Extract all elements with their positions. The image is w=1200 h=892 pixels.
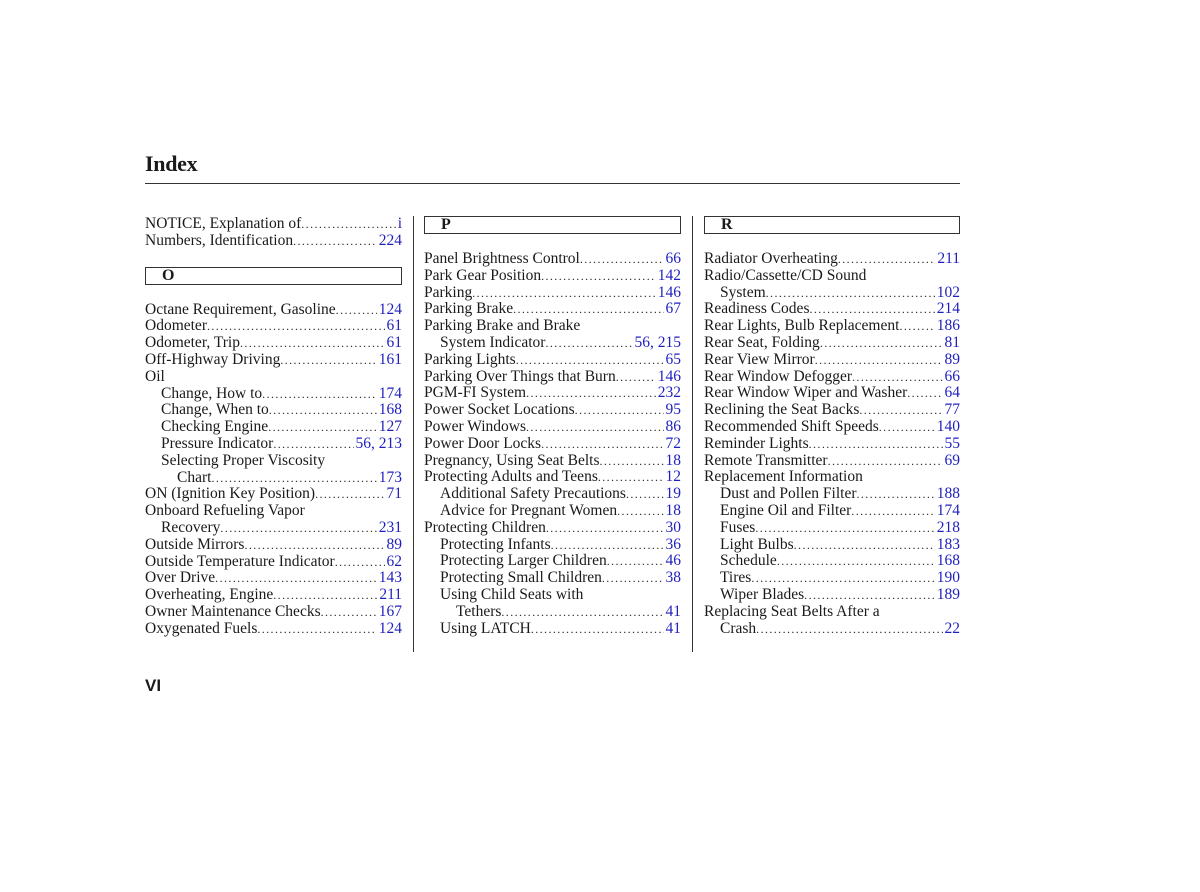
index-entry xyxy=(704,402,960,419)
page-reference-link[interactable]: 232 xyxy=(657,385,681,402)
dot-leader xyxy=(516,352,664,369)
dot-leader xyxy=(546,520,664,537)
dot-leader xyxy=(269,402,377,419)
dot-leader xyxy=(607,553,664,570)
dot-leader xyxy=(575,402,664,419)
dot-leader xyxy=(315,486,384,503)
spacer xyxy=(145,285,402,302)
index-entry xyxy=(704,419,960,436)
page-reference-link[interactable]: 61 xyxy=(386,335,402,352)
index-entry-label: System xyxy=(720,284,766,301)
page-reference-link[interactable]: 214 xyxy=(936,301,960,318)
index-entry-label: Rear View Mirror xyxy=(704,351,815,368)
index-entry-label: Reminder Lights xyxy=(704,435,809,452)
page-reference-link[interactable]: 211 xyxy=(937,251,960,267)
page-reference-link[interactable]: 64 xyxy=(944,385,960,402)
dot-leader xyxy=(602,570,664,587)
index-entry xyxy=(145,554,402,571)
index-entry-label: Wiper Blades xyxy=(720,586,805,603)
page-reference-link[interactable]: 41 xyxy=(665,620,681,637)
index-entry-label: Advice for Pregnant Women xyxy=(440,502,618,519)
page-reference-link[interactable]: 190 xyxy=(936,570,960,587)
index-entry xyxy=(145,402,402,419)
index-entry-label: Light Bulbs xyxy=(720,536,794,553)
column-divider xyxy=(692,216,693,652)
index-entry-label: Protecting Small Children xyxy=(440,570,602,587)
index-entry-label: Oxygenated Fuels xyxy=(145,620,258,637)
page-reference-link[interactable]: 224 xyxy=(378,232,402,249)
page-reference-link[interactable]: 231 xyxy=(378,519,402,536)
index-entry-label: Off-Highway Driving xyxy=(145,351,281,368)
page-reference-link[interactable]: 65 xyxy=(665,351,681,368)
index-entry-label: Power Door Locks xyxy=(424,435,542,452)
page-reference-link[interactable]: 146 xyxy=(657,368,681,385)
page-reference-link[interactable]: 30 xyxy=(665,519,681,536)
dot-leader xyxy=(211,470,376,487)
page-reference-link[interactable]: 62 xyxy=(386,553,402,570)
column-divider xyxy=(413,216,414,652)
index-entry-label: Using Child Seats with xyxy=(440,586,584,603)
page-reference-link[interactable]: 22 xyxy=(944,620,960,637)
index-entry xyxy=(424,570,681,587)
index-entry-label: Remote Transmitter xyxy=(704,452,828,469)
index-entry-label: Parking Brake and Brake xyxy=(424,318,581,335)
index-entry-label: Power Socket Locations xyxy=(424,402,575,419)
index-entry-label: Selecting Proper Viscosity xyxy=(161,452,326,469)
index-entry xyxy=(424,268,681,285)
dot-leader xyxy=(244,537,384,554)
index-entry xyxy=(704,553,960,570)
dot-leader xyxy=(598,469,664,486)
index-entry xyxy=(424,385,681,402)
index-entry xyxy=(704,318,960,335)
index-entry-label: Panel Brightness Control xyxy=(424,251,580,267)
dot-leader xyxy=(262,386,377,403)
page-reference-link[interactable]: 102 xyxy=(936,284,960,301)
page-reference-link[interactable]: 41 xyxy=(665,603,681,620)
page-reference-link[interactable]: 95 xyxy=(665,402,681,419)
dot-leader xyxy=(207,318,385,335)
index-entry-label: Rear Seat, Folding xyxy=(704,334,820,351)
page-reference-link[interactable]: 189 xyxy=(936,586,960,603)
dot-leader xyxy=(838,251,935,268)
index-entry xyxy=(704,469,960,486)
dot-leader xyxy=(545,335,632,352)
dot-leader xyxy=(257,621,376,638)
index-entry xyxy=(424,469,681,486)
index-entry xyxy=(704,604,960,621)
dot-leader xyxy=(273,587,377,604)
index-entry-label: Radiator Overheating xyxy=(704,251,838,267)
page-number: VI xyxy=(145,676,162,695)
section-letter-header: R xyxy=(704,216,960,234)
index-entry xyxy=(145,604,402,621)
page-reference-link[interactable]: 72 xyxy=(665,435,681,452)
index-entry xyxy=(704,503,960,520)
dot-leader xyxy=(600,453,664,470)
index-entry xyxy=(424,352,681,369)
dot-leader xyxy=(856,486,934,503)
page-reference-link[interactable]: 77 xyxy=(944,402,960,419)
dot-leader xyxy=(851,503,934,520)
index-entry xyxy=(145,369,402,386)
page-reference-link[interactable]: 18 xyxy=(665,452,681,469)
index-entry-label: Parking Brake xyxy=(424,301,514,318)
page-reference-link[interactable]: 12 xyxy=(665,469,681,486)
index-entry-label: Outside Mirrors xyxy=(145,536,245,553)
index-entry xyxy=(145,587,402,604)
page-reference-link[interactable]: 66 xyxy=(665,251,681,267)
index-entry-label: Rear Window Wiper and Washer xyxy=(704,385,908,402)
dot-leader xyxy=(617,503,663,520)
index-entry xyxy=(424,285,681,302)
index-entry-label: Radio/Cassette/CD Sound xyxy=(704,267,867,284)
index-entry xyxy=(424,621,681,638)
index-entry xyxy=(704,537,960,554)
page-reference-link[interactable]: 19 xyxy=(665,486,681,503)
index-entry-label: Rear Lights, Bulb Replacement xyxy=(704,318,900,335)
page-reference-link[interactable]: 71 xyxy=(386,486,402,503)
dot-leader xyxy=(240,335,385,352)
page-reference-link[interactable]: 188 xyxy=(936,486,960,503)
spacer xyxy=(424,234,681,251)
index-entry-label: Change, When to xyxy=(161,402,269,419)
index-entry-label: Protecting Infants xyxy=(440,536,551,553)
page-reference-link[interactable]: 211 xyxy=(379,587,402,604)
page-reference-link[interactable]: 174 xyxy=(378,385,402,402)
index-entry-label: Fuses xyxy=(720,519,756,536)
page-reference-link[interactable]: 167 xyxy=(378,603,402,620)
index-entry xyxy=(424,453,681,470)
index-entry-label: Checking Engine xyxy=(161,419,269,436)
page-reference-link[interactable]: 89 xyxy=(386,536,402,553)
title-rule xyxy=(145,183,960,184)
page-reference-link[interactable]: 140 xyxy=(936,418,960,435)
index-entry xyxy=(704,520,960,537)
page-reference-link[interactable]: 67 xyxy=(665,301,681,318)
dot-leader xyxy=(501,604,663,621)
dot-leader xyxy=(321,604,377,621)
index-entry xyxy=(145,621,402,638)
index-entry-label: Replacing Seat Belts After a xyxy=(704,603,880,620)
page-reference-link[interactable]: 69 xyxy=(944,452,960,469)
index-column-1 xyxy=(145,216,402,638)
index-entry xyxy=(145,436,402,453)
index-entry xyxy=(145,537,402,554)
index-entry xyxy=(424,537,681,554)
index-entry xyxy=(145,470,402,487)
index-entry xyxy=(145,386,402,403)
index-entry-label: Protecting Children xyxy=(424,519,546,536)
dot-leader xyxy=(804,587,935,604)
dot-leader xyxy=(541,268,656,285)
index-entry-label: Odometer, Trip xyxy=(145,335,240,352)
index-entry-label: Parking Lights xyxy=(424,351,516,368)
index-column-2 xyxy=(424,216,681,637)
index-entry-label: Additional Safety Precautions xyxy=(440,486,626,503)
page-reference-link[interactable]: 168 xyxy=(936,553,960,570)
dot-leader xyxy=(526,419,664,436)
index-entry-label: Schedule xyxy=(720,553,777,570)
index-entry xyxy=(424,520,681,537)
page-title: Index xyxy=(145,151,198,176)
section-letter-header: O xyxy=(145,267,402,285)
dot-leader xyxy=(751,570,934,587)
index-entry xyxy=(145,352,402,369)
page-reference-link[interactable]: 61 xyxy=(386,318,402,335)
index-entry xyxy=(424,419,681,436)
index-entry-label: Reclining the Seat Backs xyxy=(704,402,860,419)
page-reference-link[interactable]: 18 xyxy=(665,502,681,519)
index-entry xyxy=(704,251,960,268)
index-entry xyxy=(145,216,402,233)
index-entry xyxy=(704,369,960,386)
dot-leader xyxy=(852,369,942,386)
dot-leader xyxy=(766,285,935,302)
index-entry xyxy=(704,268,960,285)
index-entry-label: Outside Temperature Indicator xyxy=(145,553,335,570)
page-reference-link[interactable]: 55 xyxy=(944,435,960,452)
section-letter-header: P xyxy=(424,216,681,234)
index-entry xyxy=(704,352,960,369)
index-entry xyxy=(145,520,402,537)
index-entry xyxy=(424,503,681,520)
page-reference-link[interactable]: 218 xyxy=(936,519,960,536)
index-entry xyxy=(704,453,960,470)
index-entry-label: NOTICE, Explanation of xyxy=(145,216,302,232)
page-reference-link[interactable]: 146 xyxy=(657,284,681,301)
dot-leader xyxy=(794,537,935,554)
dot-leader xyxy=(336,302,377,319)
index-entry-label: Crash xyxy=(720,620,757,637)
index-entry-label: Rear Window Defogger xyxy=(704,368,853,385)
index-entry-label: Park Gear Position xyxy=(424,267,542,284)
index-entry xyxy=(704,301,960,318)
index-entry-label: Protecting Larger Children xyxy=(440,553,607,570)
index-entry xyxy=(704,335,960,352)
index-entry-label: Oil xyxy=(145,368,165,385)
index-entry-label: Owner Maintenance Checks xyxy=(145,603,321,620)
page-reference-link[interactable]: 143 xyxy=(378,570,402,587)
index-entry-label: Protecting Adults and Teens xyxy=(424,469,598,486)
index-entry-label: Chart xyxy=(177,469,212,486)
dot-leader xyxy=(526,385,656,402)
page-reference-link[interactable]: 56, 213 xyxy=(355,435,402,452)
dot-leader xyxy=(626,486,664,503)
dot-leader xyxy=(293,233,377,250)
page-reference-link[interactable]: 81 xyxy=(944,334,960,351)
index-entry xyxy=(704,587,960,604)
page-reference-link[interactable]: 168 xyxy=(378,402,402,419)
page-reference-link[interactable]: 66 xyxy=(944,368,960,385)
index-entry-label: Power Windows xyxy=(424,418,526,435)
index-entry xyxy=(145,318,402,335)
index-entry xyxy=(424,402,681,419)
dot-leader xyxy=(809,436,943,453)
index-entry-label: Dust and Pollen Filter xyxy=(720,486,857,503)
dot-leader xyxy=(513,301,663,318)
index-entry xyxy=(424,436,681,453)
spacer xyxy=(145,250,402,267)
index-entry-label: Parking Over Things that Burn xyxy=(424,368,616,385)
index-entry-label: Change, How to xyxy=(161,385,263,402)
index-entry-label: System Indicator xyxy=(440,334,546,351)
index-entry-label: Parking xyxy=(424,284,473,301)
dot-leader xyxy=(531,621,664,638)
page-reference-link[interactable]: 183 xyxy=(936,536,960,553)
index-entry xyxy=(424,301,681,318)
dot-leader xyxy=(273,436,353,453)
index-entry xyxy=(145,453,402,470)
index-entry-label: Readiness Codes xyxy=(704,301,810,318)
index-entry xyxy=(145,486,402,503)
dot-leader xyxy=(899,318,934,335)
page-reference-link[interactable]: 142 xyxy=(657,267,681,284)
index-entry xyxy=(424,587,681,604)
index-column-3 xyxy=(704,216,960,637)
index-entry-label: PGM-FI System xyxy=(424,385,527,402)
dot-leader xyxy=(828,453,943,470)
dot-leader xyxy=(879,419,935,436)
index-entry xyxy=(424,369,681,386)
dot-leader xyxy=(756,621,942,638)
index-entry xyxy=(145,233,402,250)
page-reference-link[interactable]: 161 xyxy=(378,351,402,368)
index-entry xyxy=(704,385,960,402)
page-reference-link[interactable]: 38 xyxy=(665,570,681,587)
index-entry xyxy=(424,335,681,352)
page-reference-link[interactable]: 86 xyxy=(665,418,681,435)
index-entry xyxy=(424,251,681,268)
index-entry xyxy=(704,570,960,587)
dot-leader xyxy=(859,402,942,419)
index-entry xyxy=(145,419,402,436)
dot-leader xyxy=(815,352,943,369)
index-entry-label: Onboard Refueling Vapor xyxy=(145,503,305,520)
dot-leader xyxy=(616,369,656,386)
index-entry xyxy=(704,285,960,302)
index-entry xyxy=(424,604,681,621)
index-entry-label: Octane Requirement, Gasoline xyxy=(145,301,336,318)
dot-leader xyxy=(907,385,942,402)
index-entry xyxy=(145,335,402,352)
page-reference-link[interactable]: 89 xyxy=(944,351,960,368)
dot-leader xyxy=(301,216,395,233)
index-entry xyxy=(424,486,681,503)
index-entry-label: Numbers, Identification xyxy=(145,232,294,249)
index-entry-label: Pressure Indicator xyxy=(161,435,274,452)
index-entry-label: ON (Ignition Key Position) xyxy=(145,486,316,503)
dot-leader xyxy=(335,554,385,571)
dot-leader xyxy=(580,251,664,268)
index-entry xyxy=(145,302,402,319)
index-entry-label: Odometer xyxy=(145,318,207,335)
index-entry-label: Recommended Shift Speeds xyxy=(704,418,879,435)
index-entry-label: Using LATCH xyxy=(440,620,531,637)
dot-leader xyxy=(541,436,663,453)
index-entry-label: Tires xyxy=(720,570,752,587)
page-reference-link[interactable]: 36 xyxy=(665,536,681,553)
dot-leader xyxy=(472,285,656,302)
index-entry xyxy=(704,486,960,503)
page-reference-link[interactable]: 173 xyxy=(378,469,402,486)
index-entry xyxy=(704,621,960,638)
dot-leader xyxy=(809,301,934,318)
index-entry-label: Tethers xyxy=(456,603,502,620)
page-reference-link[interactable]: i xyxy=(397,216,402,232)
page-reference-link[interactable]: 46 xyxy=(665,553,681,570)
index-entry-label: Pregnancy, Using Seat Belts xyxy=(424,452,600,469)
dot-leader xyxy=(220,520,376,537)
dot-leader xyxy=(551,537,664,554)
spacer xyxy=(704,234,960,251)
page-reference-link[interactable]: 56, 215 xyxy=(634,334,681,351)
index-entry-label: Recovery xyxy=(161,519,221,536)
dot-leader xyxy=(268,419,377,436)
index-entry xyxy=(145,503,402,520)
index-entry-label: Overheating, Engine xyxy=(145,587,274,604)
index-entry-label: Engine Oil and Filter xyxy=(720,502,852,519)
page-reference-link[interactable]: 124 xyxy=(378,620,402,637)
index-entry xyxy=(704,436,960,453)
page-reference-link[interactable]: 127 xyxy=(378,419,402,436)
index-entry xyxy=(424,318,681,335)
index-entry-label: Over Drive xyxy=(145,570,216,587)
index-entry xyxy=(145,570,402,587)
page-reference-link[interactable]: 186 xyxy=(936,318,960,335)
page-reference-link[interactable]: 174 xyxy=(936,502,960,519)
page-reference-link[interactable]: 124 xyxy=(378,301,402,318)
dot-leader xyxy=(820,335,943,352)
dot-leader xyxy=(777,553,935,570)
dot-leader xyxy=(755,520,934,537)
index-entry xyxy=(424,553,681,570)
index-entry-label: Replacement Information xyxy=(704,469,863,486)
dot-leader xyxy=(280,352,376,369)
dot-leader xyxy=(215,570,377,587)
